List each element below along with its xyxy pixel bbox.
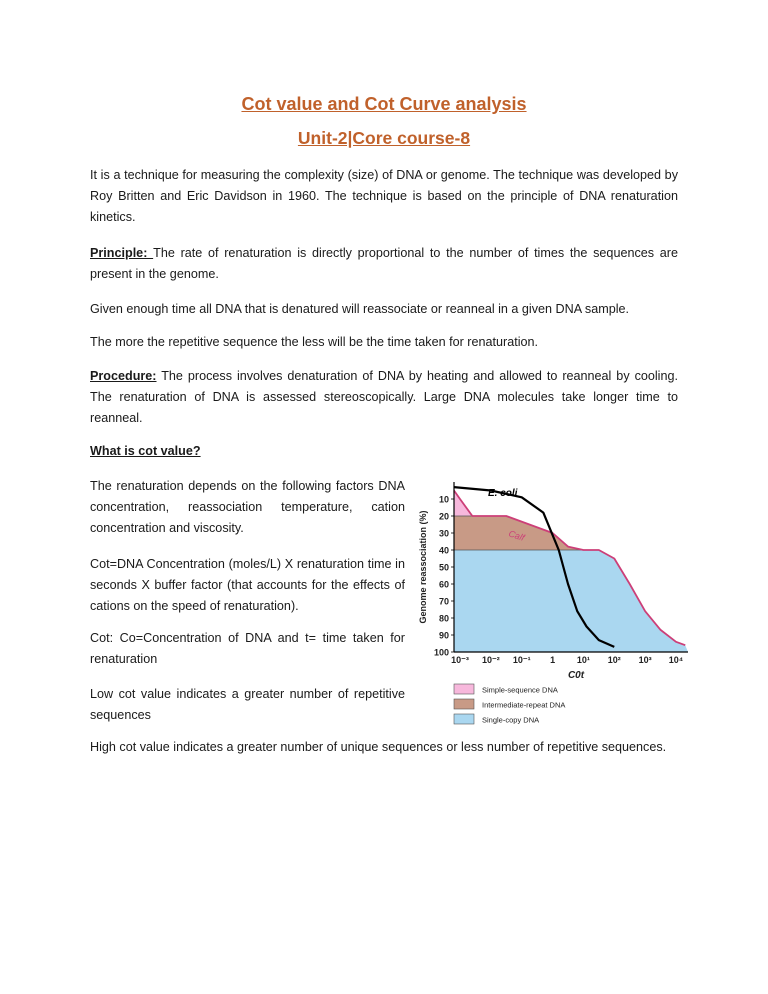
principle-paragraph [90,243,678,285]
x-tick-label: 1 [550,655,556,665]
x-tick-label: 10⁻³ [451,655,469,665]
y-tick-label: 70 [438,596,449,607]
cot-curve-figure [412,472,688,732]
procedure-label: Procedure: [90,369,157,383]
factors-paragraph: The renaturation depends on the following factors DNA concentration, reassociation temperature, cation concentration and viscosity. [90,479,405,535]
x-tick-label: 10³ [638,655,652,665]
cot-curve-chart [412,472,688,732]
procedure-text: The process involves denaturation of DNA by heating and allowed to reanneal by cooling. The renaturation of DNA is assessed stereoscopically. Large DNA molecules take longer time to reanneal. [90,369,678,425]
low-cot-paragraph: Low cot value indicates a greater number of repetitive sequences [90,687,405,722]
x-tick-label: 10⁻² [481,655,500,665]
x-tick-label: 10⁻¹ [512,655,531,665]
legend-label: Single-copy DNA [482,715,540,725]
legend-label: Simple-sequence DNA [482,685,558,695]
principle-label: Principle: [90,246,154,260]
legend-label: Intermediate-repeat DNA [482,700,566,710]
cot-definition-paragraph: Cot: Co=Concentration of DNA and t= time taken for renaturation [90,631,405,666]
x-tick-label: 10¹ [576,655,590,665]
y-tick-label: 80 [438,613,449,624]
y-tick-label: 40 [438,545,449,556]
legend-swatch [454,684,474,694]
x-tick-label: 10² [607,655,621,665]
high-cot-paragraph: High cot value indicates a greater number of unique sequences or less number of repetitive sequences. [90,740,667,754]
document-subtitle: Unit-2|Core course-8 [297,128,471,148]
document-title: Cot value and Cot Curve analysis [241,94,527,114]
y-tick-label: 60 [438,579,449,590]
reassociate-paragraph: Given enough time all DNA that is denatured will reassociate or reanneal in a given DNA sample. [90,302,630,316]
section-heading [90,441,678,462]
intro-paragraph: It is a technique for measuring the complexity (size) of DNA or genome. The technique was developed by Roy Britten and Eric Davidson in 1960. The technique is based on the principle of DNA renaturation kinetics. [90,168,678,224]
y-tick-label: 90 [438,630,449,641]
cot-heading: What is cot value? [90,444,201,458]
calf-annotation: Calf [507,528,526,543]
y-tick-label: 50 [438,562,449,573]
formula-paragraph: Cot=DNA Concentration (moles/L) X renaturation time in seconds X buffer factor (that accounts for the effects of cations on the speed of renaturation). [90,557,405,613]
repetitive-paragraph: The more the repetitive sequence the less will be the time taken for renaturation. [90,335,539,349]
principle-text: The rate of renaturation is directly proportional to the number of times the sequences are present in the genome. [90,246,678,281]
x-tick-label: 10⁴ [668,655,684,665]
y-tick-label: 100 [433,647,449,658]
legend-swatch [454,714,474,724]
ecoli-annotation: E. coli [488,488,518,499]
y-axis-label: Genome reassociation (%) [418,510,428,624]
y-tick-label: 20 [438,511,449,522]
x-axis-label: C0t [567,670,585,681]
procedure-paragraph [90,366,678,428]
legend-swatch [454,699,474,709]
y-tick-label: 10 [438,494,449,505]
y-tick-label: 30 [438,528,449,539]
